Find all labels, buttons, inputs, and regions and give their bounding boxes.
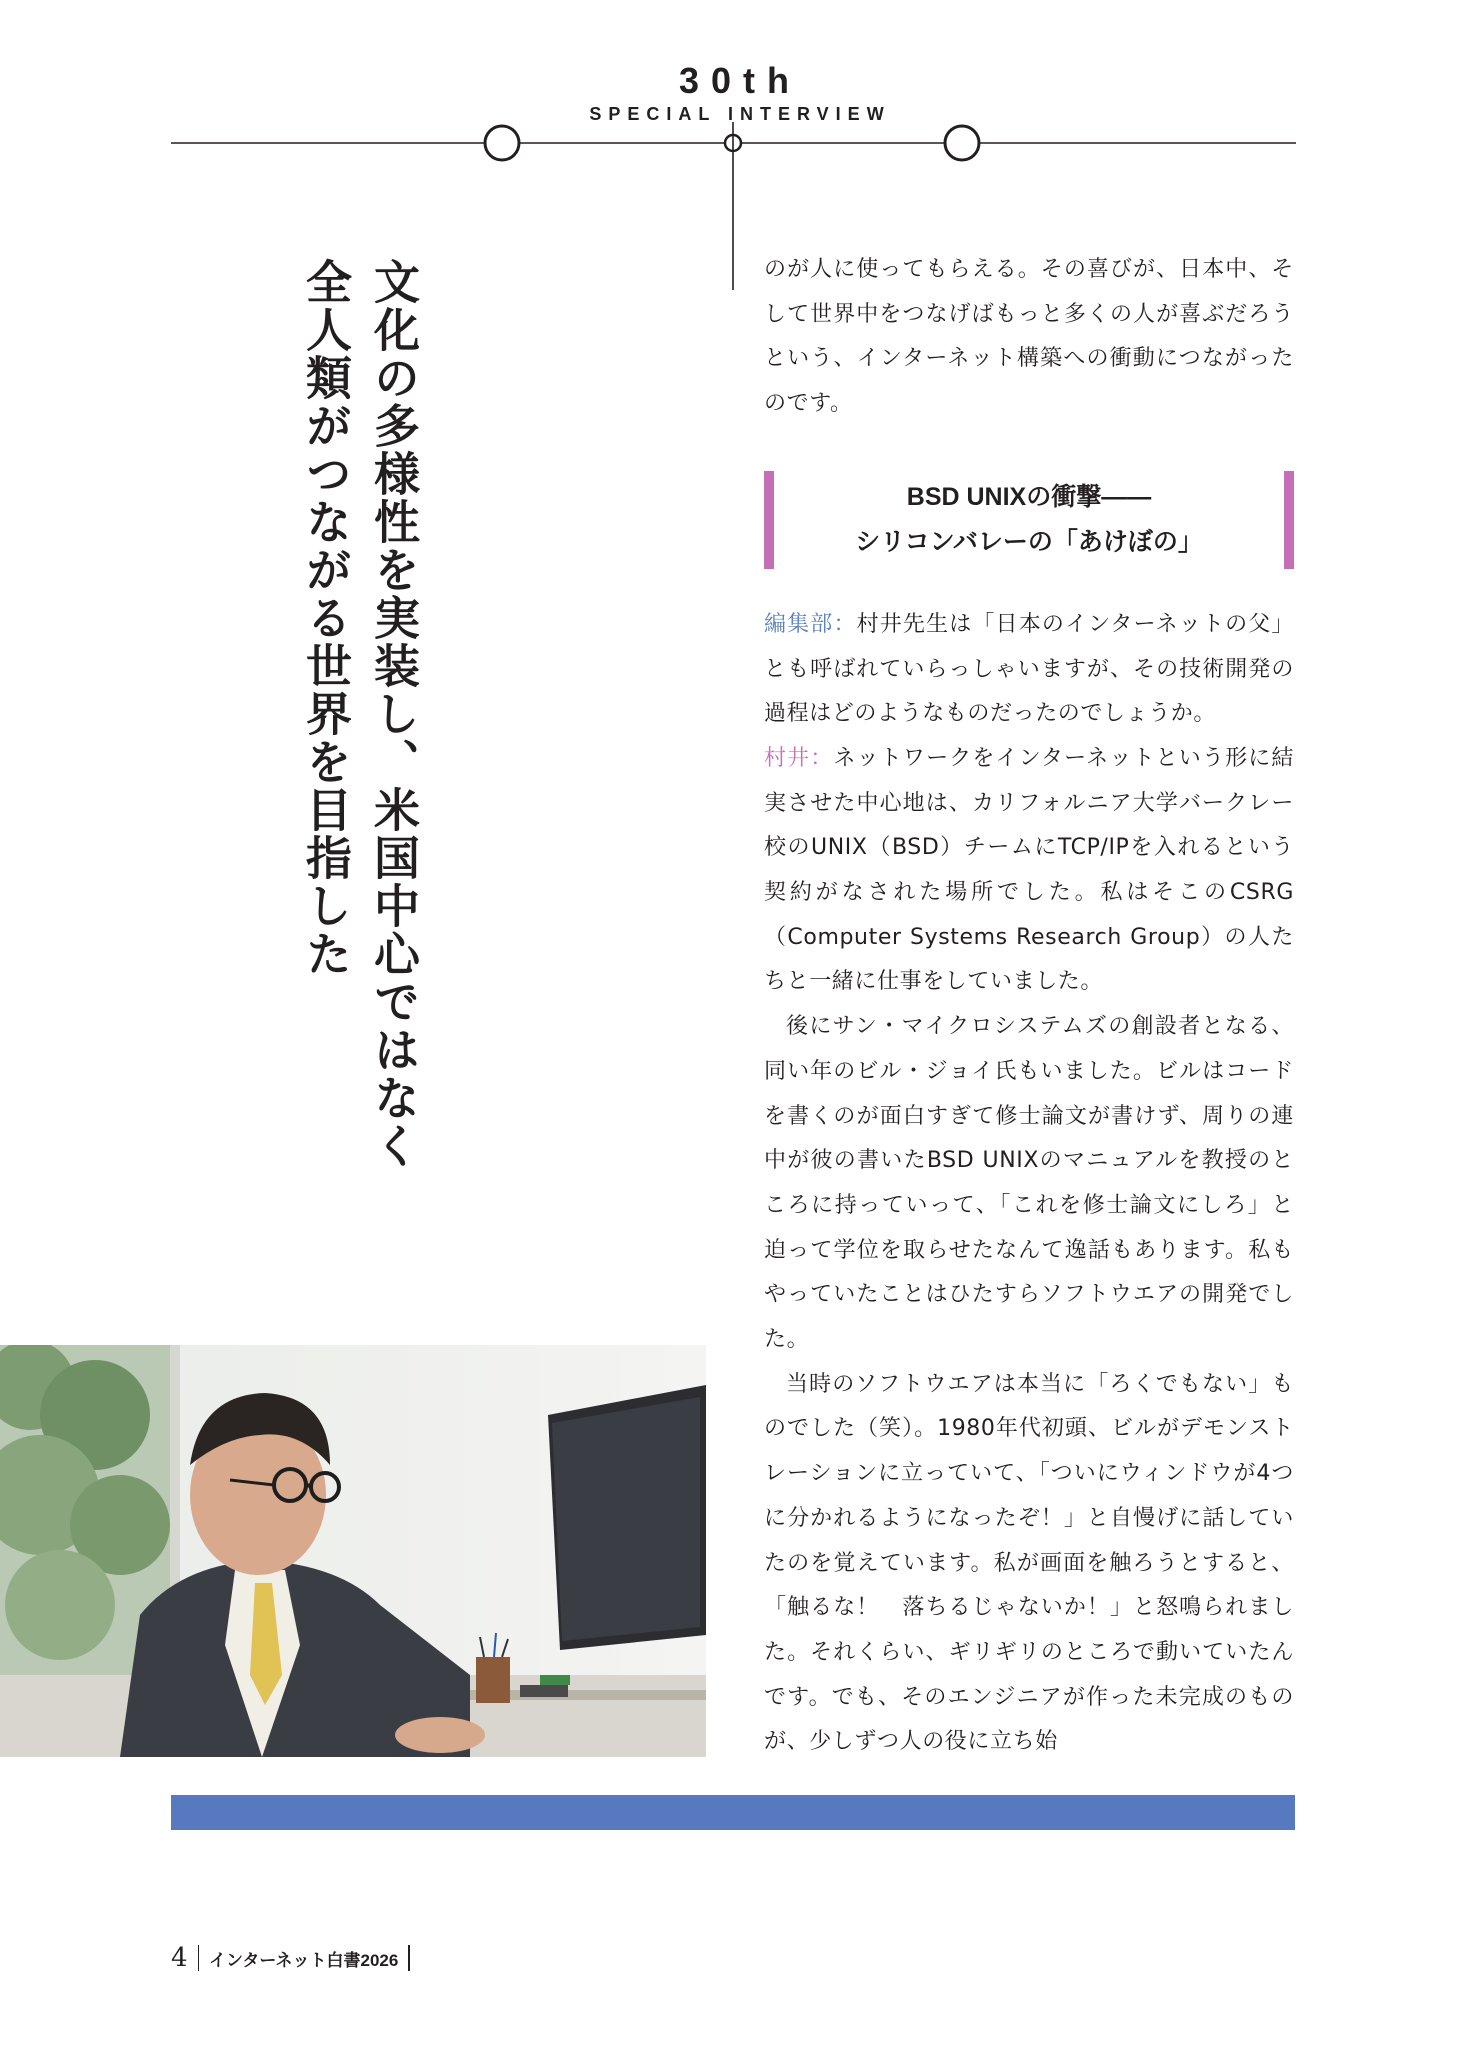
- footer-separator-right: [408, 1945, 410, 1971]
- murai-answer-1: [764, 737, 1294, 1005]
- section-bar-right: [1284, 471, 1294, 569]
- editor-question-text: 村井先生は「日本のインターネットの父」とも呼ばれていらっしゃいますが、その技術開発の過程はどのようなものだったのでしょうか。: [764, 611, 1295, 727]
- section-title-line-2: シリコンバレーの「あけぼの」: [855, 527, 1203, 556]
- murai-label: 村井：: [764, 745, 834, 771]
- article-body: [764, 248, 1294, 1765]
- headline: [292, 258, 428, 1258]
- bottom-color-band: [171, 1795, 1295, 1830]
- headline-line-1: 文化の多様性を実装し、米国中心ではなく: [367, 258, 421, 1170]
- header-subtitle: SPECIAL INTERVIEW: [589, 104, 891, 124]
- murai-answer-1-text: ネットワークをインターネットという形に結実させた中心地は、カリフォルニア大学バークレー校のUNIX（BSD）チームにTCP/IPを入れるという契約がなされた場所でした。私はそこのCSRG（Computer Systems Research Group）の人たちと一緒に仕事をしていました。: [764, 745, 1294, 995]
- header-circle-left: [485, 126, 519, 160]
- headline-line-2: 全人類がつながる世界を目指した: [299, 258, 353, 978]
- interview-photo: [0, 1345, 706, 1757]
- section-bar-left: [764, 471, 774, 569]
- publication-title: インターネット白書2026: [209, 1950, 399, 1970]
- editor-label: 編集部：: [764, 611, 857, 637]
- section-title-line-1: BSD UNIXの衝撃――: [906, 482, 1152, 511]
- page-number: 4: [171, 1943, 188, 1973]
- header-badge: 30th: [678, 60, 802, 101]
- intro-paragraph: のが人に使ってもらえる。その喜びが、日本中、そして世界中をつなげばもっと多くの人が喜ぶだろうという、インターネット構築への衝動につながったのです。: [764, 257, 1294, 417]
- header-circle-right: [945, 126, 979, 160]
- murai-answer-3: 当時のソフトウエアは本当に「ろくでもない」ものでした（笑）。1980年代初頭、ビルがデモンストレーションに立っていて、「ついにウィンドウが4つに分かれるようになったぞ！」と自慢げに話していたのを覚えています。私が画面を触ろうとすると、「触るな！ 落ちるじゃないか！」と怒鳴られました。それくらい、ギリギリのところで動いていたんです。でも、そのエンジニアが作った未完成のものが、少しずつ人の役に立ち始: [764, 1371, 1294, 1755]
- murai-answer-2: 後にサン・マイクロシステムズの創設者となる、同い年のビル・ジョイ氏もいました。ビルはコードを書くのが面白すぎて修士論文が書けず、周りの連中が彼の書いたBSD UNIXのマニュアルを教授のところに持っていって、「これを修士論文にしろ」と迫って学位を取らせたなんて逸話もあります。私もやっていたことはひたすらソフトウエアの開発でした。: [764, 1014, 1294, 1353]
- editor-question: [764, 603, 1294, 737]
- interview-photo-art: [0, 1345, 706, 1757]
- page-footer: [171, 1943, 410, 1973]
- section-heading: [764, 471, 1294, 569]
